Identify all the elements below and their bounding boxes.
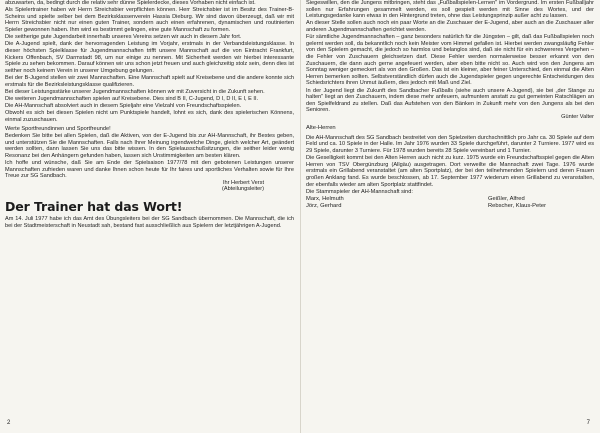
left-column [5, 0, 294, 229]
paragraph: Für sämtliche Jugendmannschaften – ganz besonders natürlich für die Jüngsten – gilt, daß das Fußballspielen noch gelernt werden soll, da bekanntlich noch kein Meister vom Himmel gefallen ist. Hierbei werden zwangsläufig Fehler von den Spielern gemacht, die jedoch so harmlos und belanglos sind, daß sie nicht für ein schwereres Vergehen – die Fehler von Zuschauern gleichsetzen darf. Diese Fehler werden normalerweise besser erkannt von den Zuschauern, die dann auch gerne angefeuert werden, aber eben bitte nicht so. Auch wird von den Jungens am Sonntag weniger gemeckert als von den Großen. Das ist ein kleiner, aber feiner Unterschied, den einmal die Alten Herren bemerken sollten. Selbstverständlich dürfen auch die Jugendspieler gegen ungerechte Entscheidungen des Schiedsrichters ihren Unmut äußern, dies jedoch mit Maß und Ziel. [306, 34, 594, 87]
signer-role: (Abteilungsleiter) [222, 186, 264, 193]
player-names [306, 196, 594, 210]
paragraph: Die AH-Mannschaft absolviert auch in diesem Spieljahr eine Vielzahl von Freundschaftsspielen. [5, 103, 242, 110]
paragraph: abzuwarten, da, bedingt durch die relativ sehr dünne Spielerdecke, dieses Vorhaben nicht einfach ist. [5, 0, 256, 6]
signer-name: Herbert Verst [231, 179, 264, 186]
paragraph: Die Geselligkeit kommt bei den Alten Herren auch nicht zu kurz. 1975 wurde ein Freundschaftsspiel gegen die Alten Herren von TSV Obergünzburg (Allgäu) ausgetragen. Dort verweilte die Mannschaft zwei Tage. 1976 wurde erstmals ein Grillabend veranstaltet (am alten Sportplatz), der bei den teilnehmenden Spielern und deren Frauen großen Anklang fand. Es wurde beschlossen, ab 17. September 1977 wiederum einen Grillabend zu veranstalten, der ebenfalls wieder am alten Sportplatz stattfindet. [306, 155, 594, 188]
greeting: Werte Sportfreundinnen und Sportfreunde! [5, 125, 111, 132]
paragraph: In der Jugend liegt die Zukunft des Sandbacher Fußballs (siehe auch unsere A-Jugend), sie bei „der Stange zu halten" liegt an den Zuschauern, indem diese mehr anfeuern, aufmuntern anstatt zu gut gemeinten Ratschlägen an den Spielfeldrand zu stellen. Daß das Aufstehen von den Bänken in Zukunft mehr von den Jungens als bei den Senioren. [306, 87, 594, 114]
paragraph: Bei der B-Jugend stellen wir zwei Mannschaften. Eine Mannschaft spielt auf Kreisebene und die andere konnte sich erstmals für die Bezirksleistungsklasse qualifizieren. [5, 74, 294, 88]
section-heading: Der Trainer hat das Wort! [5, 198, 183, 214]
paragraph: Obwohl es sich bei diesen Spielen nicht um Punktspiele handelt, lohnt es sich, dank des spielerischen Könnens, einmal zuzuschauen. [5, 110, 294, 123]
paragraph: Die weiteren Jugendmannschaften spielen auf Kreisebene. Dies sind B II, C-Jugend, D I, D II, E I, E II. [5, 95, 259, 102]
paragraph: Die Stammspieler der AH-Mannschaft sind: [306, 188, 413, 195]
paragraph: Am 14. Juli 1977 habe ich das Amt des Übungsleiters bei der SG Sandbach übernommen. Die Mannschaft, die ich bei der Stadtmeisterschaft in Neustadt sah, bestand fast ausschließlich aus Spielern der letztjährigen A-Jugend. [5, 215, 294, 229]
player-name: Rebscher, Klaus-Peter [488, 203, 546, 210]
player-name: Jörz, Gerhard [306, 203, 342, 210]
paragraph: Ich hoffe und wünsche, daß Sie am Ende der Spielsaison 1977/78 mit den gebotenen Leistungen unserer Mannschaften zufrieden waren und danke Ihnen schon heute für Ihr faires und sportliches Verhalten sowie für Ihre Treue zur SG Sandbach. [5, 159, 294, 180]
right-page [301, 0, 600, 433]
paragraph: Siegeswillen, den die Jungens mitbringen, steht das „Fußballspielen-Lernen" im Vordergrund. Im ersten Fußballjahr sollen nur Erfahrungen gesammelt werden, es soll gespielt werden mit Sinne des Wortes, und der Leistungsgedanke kann etwas in den Hintergrund treten, ohne das Leistungsprinzip außer acht zu lassen. [306, 0, 594, 20]
right-column [306, 0, 594, 210]
page-number: 7 [586, 420, 590, 426]
paragraph: Als Spielertrainer haben wir Herrn Streichsbier verpflichten können. Herr Streichsbier ist im Besitz des Trainer-B-Scheins und spielte selber bei dem Bezirksklassenverein Hassia Dieburg. Wir sind davon überzeugt, daß wir mit Herrn Streichsbier nicht nur einen guten Trainer, sondern auch einen erfahrenen, dynamischen und routinierten Spieler gewonnen haben. Ihm wird es bestimmt gelingen, eine gute Mannschaft zu formen. [5, 7, 294, 33]
paragraph: An dieser Stelle sollen auch noch ein paar Worte an die Zuschauer der E-Jugend, aber auch an die Zuschauer aller anderen Jugendmannschaften gerichtet werden. [306, 20, 594, 33]
signer-name: Günter Valter [561, 114, 594, 121]
player-name: Geißler, Alfred [488, 196, 525, 203]
spacer [306, 121, 594, 123]
paragraph: Bedenken Sie bitte bei allen Spielen, daß die Aktiven, von der E-Jugend bis zur AH-Mannschaft, ihr Bestes geben, und unterstützen Sie die Mannschaften. Falls nach Ihrer Meinung irgendwelche Dinge, gleich welcher Art, geändert werden sollten, dann lassen Sie uns das bitte wissen. In den Spielausschußsitzungen, die seither leider wenig Resonanz bei den Anhängern gefunden haben, lassen sich Unstimmigkeiten am besten klären. [5, 133, 294, 159]
paragraph: Die AH-Mannschaft des SG Sandbach bestreitet von den Spielzeiten durchschnittlich pro Jahr ca. 30 Spiele auf dem Feld und ca. 10 Spiele in der Halle. Im Jahr 1976 wurden 33 Spiele durchgeführt, darunter 2 Turniere. 1977 wird es 29 Spiele, darunter 3 Turniere. Für 1978 wurden bereits 28 Spiele vereinbart und 1 Turnier. [306, 134, 594, 155]
signature-block [5, 180, 294, 193]
section-title: Alte-Herren [306, 125, 336, 132]
paragraph: Bei dieser Leistungsstärke unserer Jugendmannschaften können wir mit Zuversicht in die Zukunft sehen. [5, 88, 265, 95]
paragraph: Die A-Jugend spielt, dank der hervorragenden Leistung im Vorjahr, erstmals in der Verbandsleistungsklasse. In dieser höchsten Spielklasse für Jugendmannschaften trifft unsere Mannschaft auf die von Eintracht Frankfurt, Kickers Offenbach, SV Darmstadt 98, um nur einige zu nennen. Mit Sicherheit werden wir hierbei interessante Spiele zu sehen bekommen. Darauf können wir uns schon jetzt freuen und auch gleichzeitig stolz sein, denn dies ist seither noch keinem Verein in unserer Umgebung gelungen. [5, 41, 294, 74]
page-number: 2 [7, 420, 11, 426]
player-name: Marx, Helmuth [306, 196, 344, 203]
signoff: Ihr [222, 179, 230, 186]
paragraph: Die seitherige gute Jugendarbeit innerhalb unseres Vereins setzen wir auch in diesem Jahr fort. [5, 34, 242, 41]
